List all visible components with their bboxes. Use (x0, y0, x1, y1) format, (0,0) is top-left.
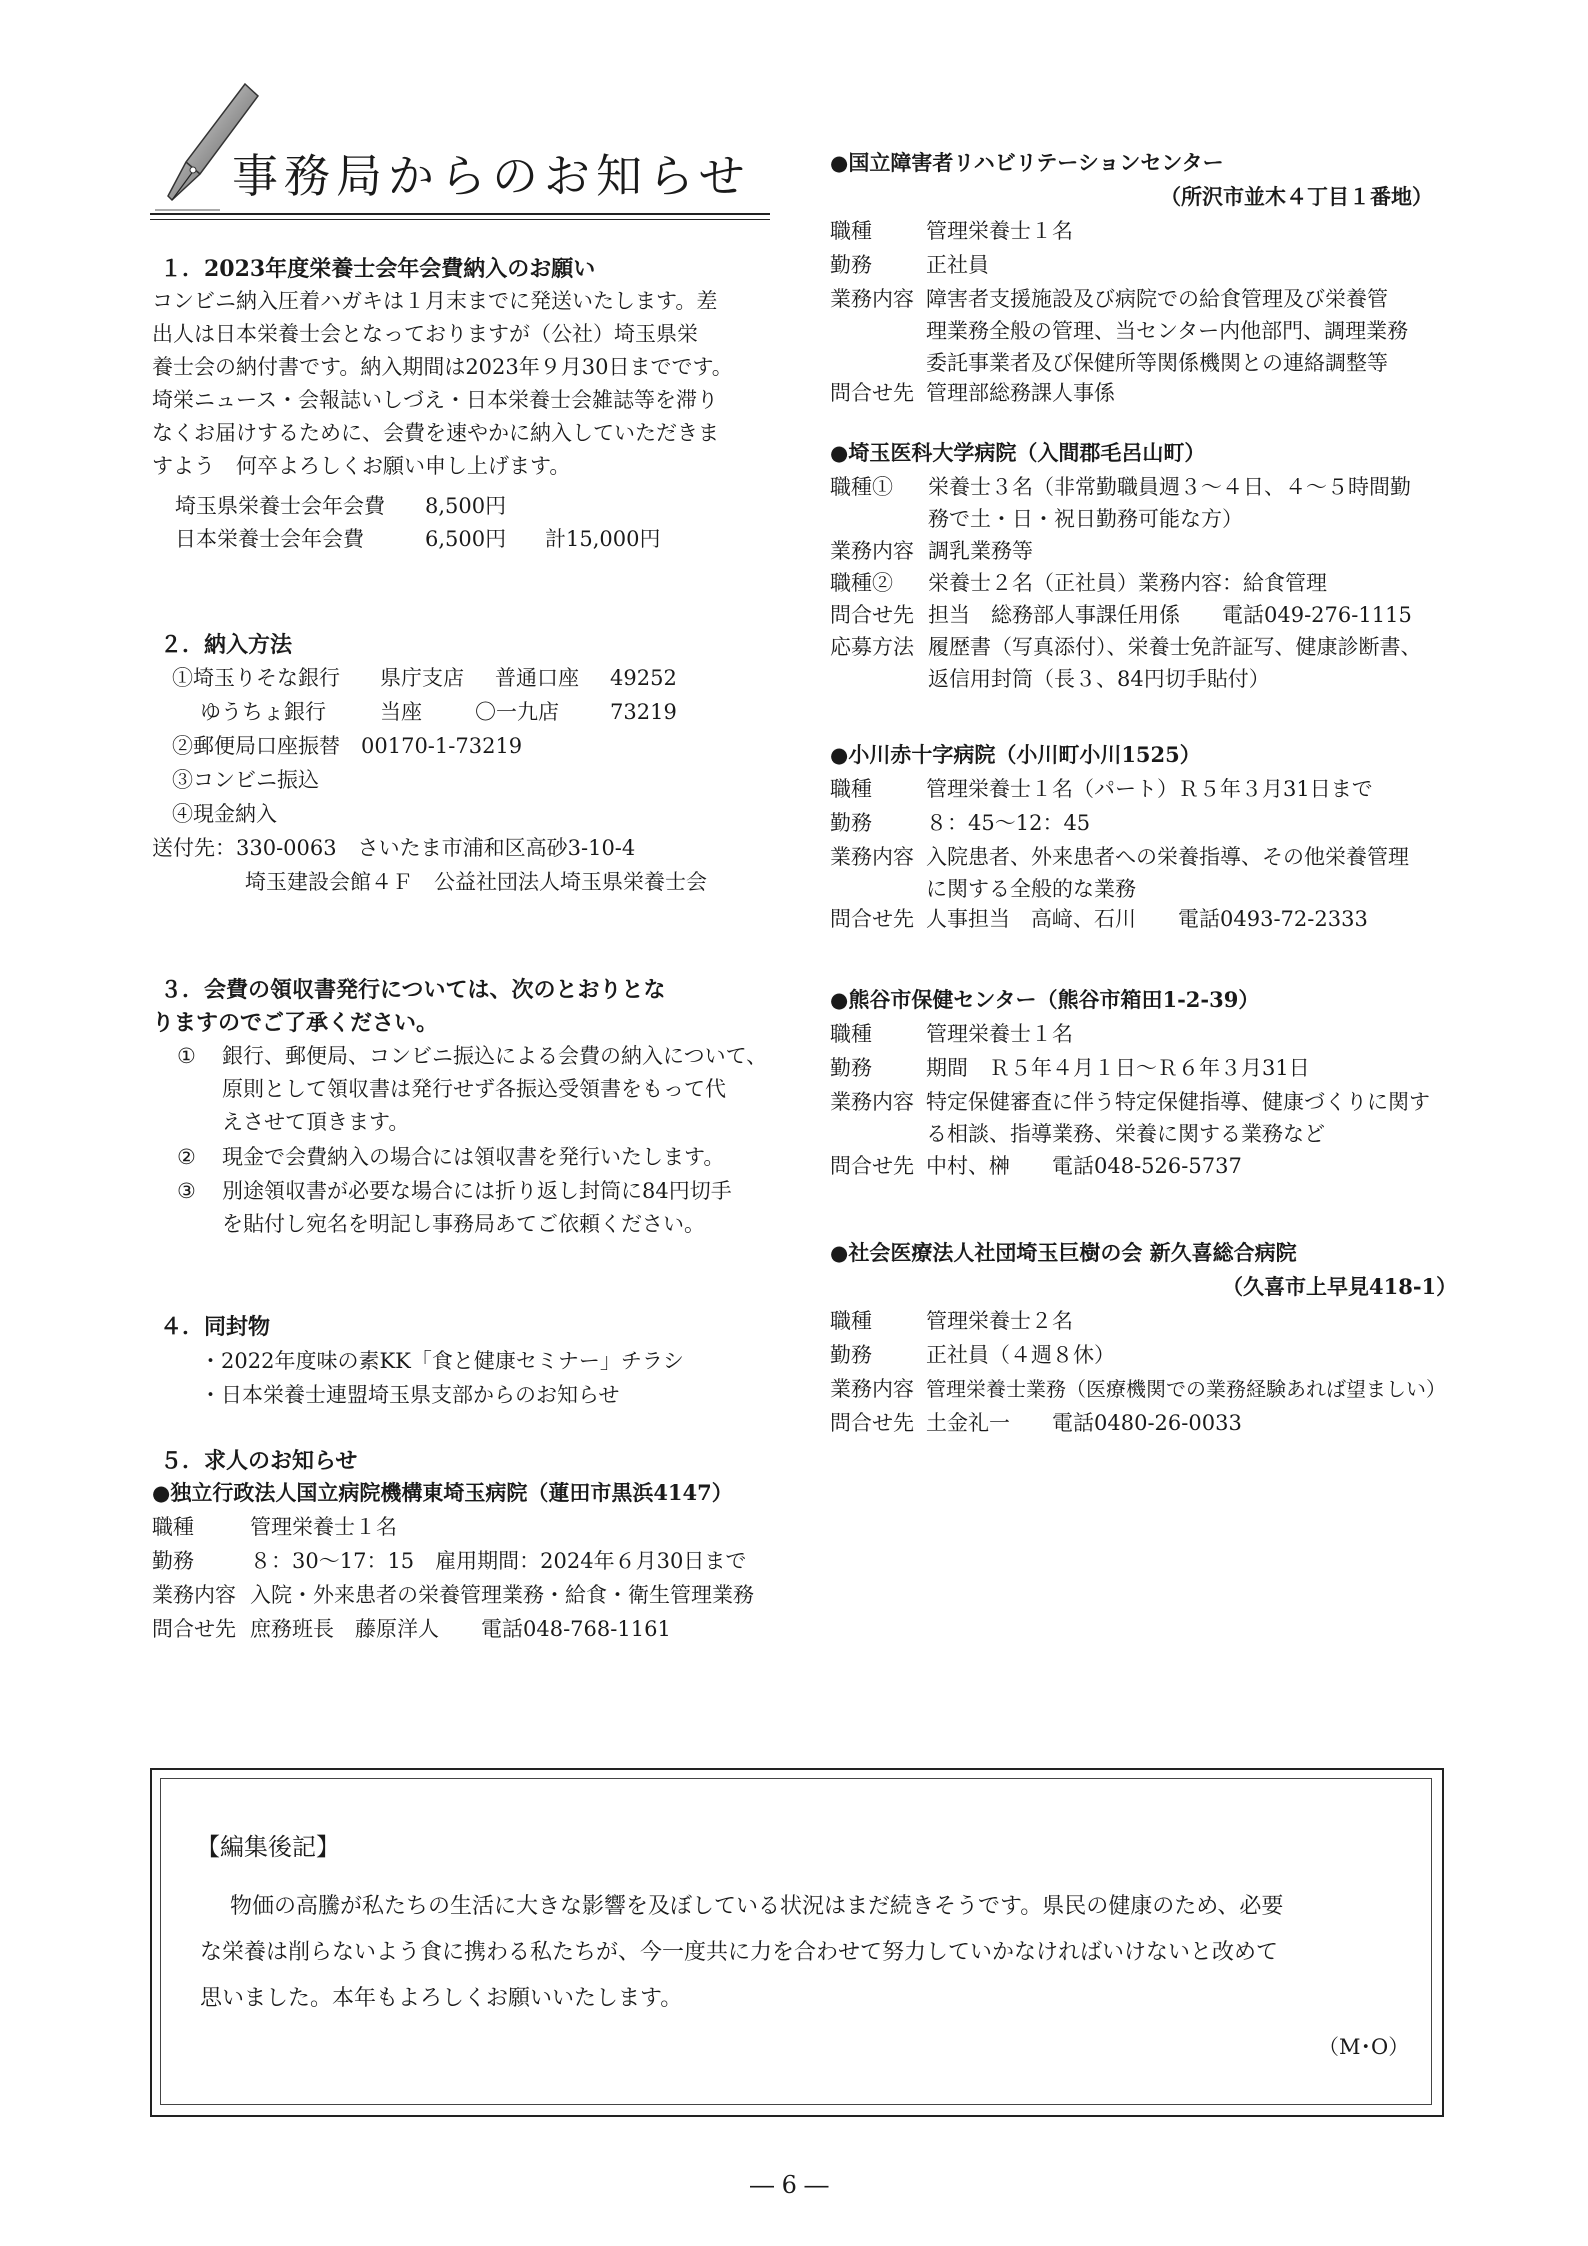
section-1-text: 養士会の納付書です。納入期間は2023年９月30日までです。 (152, 355, 733, 379)
bank-1-type: 普通口座 (495, 666, 579, 690)
job-label: 職種 (830, 777, 872, 801)
section-3-item: 現金で会費納入の場合には領収書を発行いたします。 (222, 1145, 725, 1169)
job-value: 担当 総務部人事課任用係 電話049-276-1115 (928, 603, 1412, 627)
section-3-item: えさせて頂きます。 (222, 1110, 410, 1134)
job-value: 管理栄養士１名 (926, 219, 1073, 243)
job-value: 履歴書（写真添付）、栄養士免許証写、健康診断書、 (928, 635, 1422, 659)
bank-2-branch: 〇一九店 (475, 700, 559, 724)
bank-1-number: 49252 (610, 666, 677, 690)
job-label: 問合せ先 (152, 1617, 236, 1641)
title-underline-thin (150, 219, 770, 220)
job-value: 庶務班長 藤原洋人 電話048-768-1161 (250, 1617, 671, 1641)
job-value: 人事担当 高﨑、石川 電話0493-72-2333 (926, 907, 1368, 931)
job-value: 調乳業務等 (928, 539, 1033, 563)
job-label: 業務内容 (830, 287, 914, 311)
send-address-2: 埼玉建設会館４Ｆ 公益社団法人埼玉県栄養士会 (245, 870, 707, 894)
job-value: 栄養士２名（正社員）業務内容：給食管理 (928, 571, 1327, 595)
send-address: 送付先：330-0063 さいたま市浦和区高砂3-10-4 (152, 836, 636, 860)
section-3-item: を貼付し宛名を明記し事務局あてご依頼ください。 (222, 1212, 705, 1236)
job-label: 問合せ先 (830, 907, 914, 931)
editor-signature: （M･O） (1318, 2035, 1410, 2059)
enclosure-item: ・日本栄養士連盟埼玉県支部からのお知らせ (200, 1383, 620, 1407)
job-label: 業務内容 (830, 539, 914, 563)
job-label: 問合せ先 (830, 1154, 914, 1178)
job-value: 障害者支援施設及び病院での給食管理及び栄養管 (926, 287, 1388, 311)
job-value: 管理栄養士業務（医療機関での業務経験あれば望ましい） (926, 1377, 1446, 1401)
job-label: 問合せ先 (830, 381, 914, 405)
editor-note-heading: 【編集後記】 (196, 1833, 340, 1861)
bank-2-name: ゆうちょ銀行 (200, 700, 326, 724)
section-1-text: すよう 何卒よろしくお願い申し上げます。 (152, 454, 571, 478)
cash-payment: ④現金納入 (172, 802, 277, 826)
job-label: 職種 (152, 1515, 194, 1539)
bank-1-name: ①埼玉りそな銀行 (172, 666, 340, 690)
section-3-title-2: りますのでご了承ください。 (152, 1010, 439, 1036)
editor-note-text: 物価の高騰が私たちの生活に大きな影響を及ぼしている状況はまだ続きそうです。県民の健康のため、必要 (230, 1894, 1284, 1919)
editor-note-text: 思いました。本年もよろしくお願いいたします。 (200, 1986, 683, 2011)
job-value: 中村、榊 電話048-526-5737 (926, 1154, 1242, 1178)
bank-2-type: 当座 (380, 700, 422, 724)
title-underline (150, 213, 770, 215)
job-label: 業務内容 (152, 1583, 236, 1607)
job-value: 正社員（４週８休） (926, 1343, 1115, 1367)
job-value: 管理栄養士２名 (926, 1309, 1073, 1333)
convenience-payment: ③コンビニ振込 (172, 768, 319, 792)
job-value: 土金礼一 電話0480-26-0033 (926, 1411, 1242, 1435)
fee-2-value: 6,500円 (425, 527, 507, 551)
section-3-title: ３．会費の領収書発行については、次のとおりとな (160, 977, 666, 1003)
section-3-item: 銀行、郵便局、コンビニ振込による会費の納入について、 (222, 1044, 768, 1068)
job-label: 職種 (830, 1309, 872, 1333)
section-3-item: 原則として領収書は発行せず各振込受領書をもって代 (222, 1077, 726, 1101)
job-label: 勤務 (830, 253, 872, 277)
job-label: 問合せ先 (830, 1411, 914, 1435)
job-value: 管理栄養士１名 (926, 1022, 1073, 1046)
job-value: 管理部総務課人事係 (926, 381, 1115, 405)
section-1-text: 出人は日本栄養士会となっておりますが（公社）埼玉県栄 (152, 322, 698, 346)
job-value: 委託事業者及び保健所等関係機関との連絡調整等 (926, 351, 1388, 375)
job-value: 理業務全般の管理、当センター内他部門、調理業務 (926, 319, 1409, 343)
job-value: 期間 Ｒ５年４月１日～Ｒ６年３月31日 (926, 1056, 1310, 1080)
job-label: 業務内容 (830, 1377, 914, 1401)
job-label: 職種 (830, 219, 872, 243)
job-3-name: ●埼玉医科大学病院（入間郡毛呂山町） (830, 440, 1206, 465)
fee-1-value: 8,500円 (425, 494, 507, 518)
job-value: 栄養士３名（非常勤職員週３～４日、４～５時間勤 (928, 475, 1411, 499)
job-6-address: （久喜市上早見418-1） (1222, 1274, 1458, 1299)
bank-2-number: 73219 (610, 700, 677, 724)
job-6-name: ●社会医療法人社団埼玉巨樹の会 新久喜総合病院 (830, 1240, 1297, 1265)
job-value: 入院患者、外来患者への栄養指導、その他栄養管理 (926, 845, 1409, 869)
section-1-text: 埼栄ニュース・会報誌いしづえ・日本栄養士会雑誌等を滞り (152, 388, 718, 412)
item-number: ① (177, 1044, 196, 1068)
section-2-title: ２．納入方法 (160, 632, 293, 658)
bank-1-branch: 県庁支店 (380, 666, 464, 690)
job-value: 管理栄養士１名 (250, 1515, 397, 1539)
job-label: 職種① (830, 475, 893, 499)
job-5-name: ●熊谷市保健センター（熊谷市箱田1-2-39） (830, 987, 1260, 1012)
item-number: ② (177, 1145, 196, 1169)
job-1-name: ●独立行政法人国立病院機構東埼玉病院（蓮田市黒浜4147） (152, 1480, 733, 1505)
section-5-title: ５．求人のお知らせ (160, 1448, 358, 1474)
job-value: 務で土・日・祝日勤務可能な方） (928, 507, 1243, 531)
section-1-text: なくお届けするために、会費を速やかに納入していただきま (152, 421, 719, 445)
job-value: ８：45～12：45 (926, 811, 1091, 835)
job-value: 返信用封筒（長３、84円切手貼付） (928, 667, 1270, 691)
job-value: 管理栄養士１名（パート）Ｒ５年３月31日まで (926, 777, 1373, 801)
job-label: 勤務 (830, 1056, 872, 1080)
section-1-text: コンビニ納入圧着ハガキは１月末までに発送いたします。差 (152, 289, 718, 313)
editor-note-text: な栄養は削らないよう食に携わる私たちが、今一度共に力を合わせて努力していかなければいけないと改めて (200, 1940, 1279, 1965)
job-value: 特定保健審査に伴う特定保健指導、健康づくりに関す (926, 1090, 1430, 1114)
job-value: る相談、指導業務、栄養に関する業務など (926, 1122, 1325, 1146)
page-number: ― 6 ― (750, 2171, 829, 2199)
job-label: 勤務 (830, 1343, 872, 1367)
job-value: 入院・外来患者の栄養管理業務・給食・衛生管理業務 (250, 1583, 754, 1607)
item-number: ③ (177, 1179, 196, 1203)
job-value: 正社員 (926, 253, 989, 277)
fee-1-label: 埼玉県栄養士会年会費 (175, 494, 385, 518)
job-label: 応募方法 (830, 635, 914, 659)
job-label: 職種 (830, 1022, 872, 1046)
section-4-title: ４．同封物 (160, 1314, 271, 1340)
fee-2-label: 日本栄養士会年会費 (175, 527, 364, 551)
job-4-name: ●小川赤十字病院（小川町小川1525） (830, 742, 1201, 767)
job-2-address: （所沢市並木４丁目１番地） (1160, 184, 1433, 209)
page-title: 事務局からのお知らせ (232, 149, 751, 203)
job-label: 業務内容 (830, 845, 914, 869)
fee-total: 計15,000円 (545, 527, 661, 551)
job-label: 問合せ先 (830, 603, 914, 627)
job-label: 業務内容 (830, 1090, 914, 1114)
enclosure-item: ・2022年度味の素KK「食と健康セミナー」チラシ (200, 1349, 684, 1373)
section-1-title: １．2023年度栄養士会年会費納入のお願い (160, 256, 596, 282)
job-label: 勤務 (152, 1549, 194, 1573)
job-2-name: ●国立障害者リハビリテーションセンター (830, 150, 1224, 175)
job-label: 勤務 (830, 811, 872, 835)
job-value: ８：30～17：15 雇用期間：2024年６月30日まで (250, 1549, 747, 1573)
postal-transfer: ②郵便局口座振替 00170-1-73219 (172, 734, 523, 758)
job-value: に関する全般的な業務 (926, 877, 1136, 901)
section-3-item: 別途領収書が必要な場合には折り返し封筒に84円切手 (222, 1179, 732, 1203)
job-label: 職種② (830, 571, 893, 595)
